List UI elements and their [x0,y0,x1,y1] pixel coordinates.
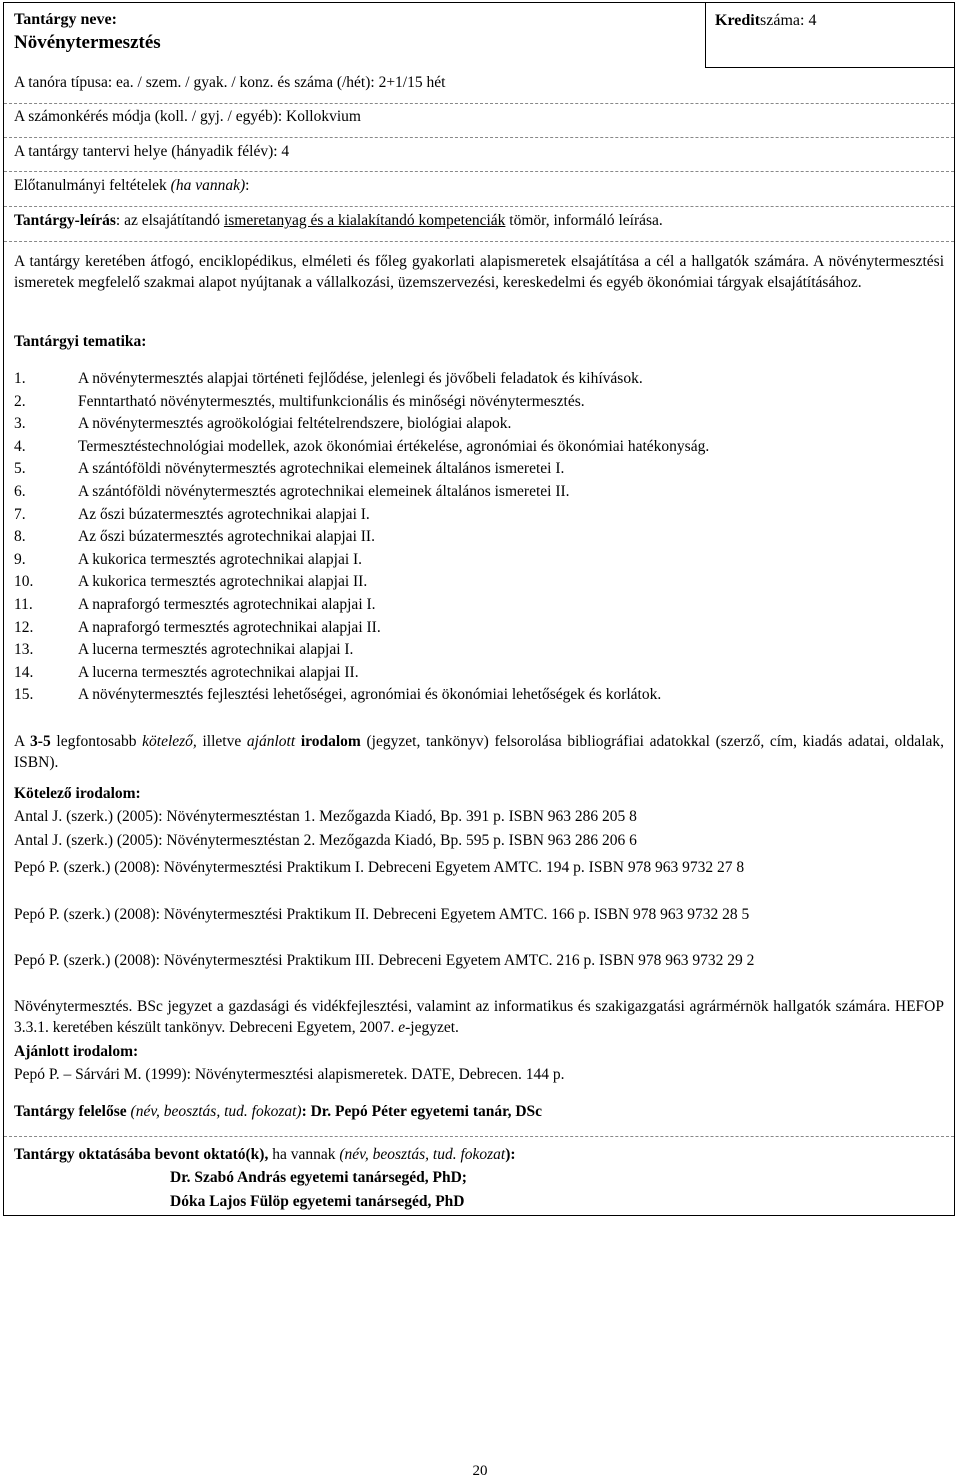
prerequisite-line: Előtanulmányi feltételek (ha vannak): [14,177,250,194]
topic-item [14,393,585,411]
topic-item [14,641,353,659]
topic-item [14,483,570,501]
header-underline [705,67,954,68]
required-item: Pepó P. (szerk.) (2008): Növénytermesztési Praktikum III. Debreceni Egyetem AMTC. 216 p. ISBN 978 963 9732 29 2 [14,952,755,969]
topic-item [14,686,661,704]
topic-item [14,551,362,569]
teacher-name: Dr. Szabó András egyetemi tanársegéd, PhD; [170,1169,467,1186]
topics-title: Tantárgyi tematika: [14,333,147,350]
topic-number: 14. [14,663,34,681]
divider [4,241,954,242]
topic-text: Termesztéstechnológiai modellek, azok ökonómiai értékelése, agronómiai és ökonómiai hatékonyság. [78,437,710,455]
recommended-item: Pepó P. – Sárvári M. (1999): Növénytermesztési alapismeretek. DATE, Debrecen. 144 p. [14,1066,565,1083]
hours-line: A tanóra típusa: ea. / szem. / gyak. / konz. és száma (/hét): 2+1/15 hét [14,74,446,91]
topic-item [14,596,376,614]
divider [4,1136,954,1137]
topic-text: A szántóföldi növénytermesztés agrotechnikai elemeinek általános ismeretei II. [78,483,570,500]
course-name-block [14,11,161,54]
topic-number: 7. [14,505,26,523]
topic-number: 15. [14,686,34,704]
topic-item [14,528,375,546]
topic-number: 6. [14,483,26,500]
divider [4,137,954,138]
topic-text: Az őszi búzatermesztés agrotechnikai alapjai I. [78,505,370,523]
topic-text: A növénytermesztés alapjai történeti fejlődése, jelenlegi és jövőbeli feladatok és kihívások. [78,370,643,387]
credit-value: száma: 4 [760,12,817,29]
exam-line: A számonkérés módja (koll. / gyj. / egyéb): Kollokvium [14,108,361,125]
header-divider [705,3,706,67]
topic-number: 12. [14,618,34,636]
required-item: Antal J. (szerk.) (2005): Növénytermesztéstan 2. Mezőgazda Kiadó, Bp. 595 p. ISBN 963 286 206 6 [14,832,637,849]
topic-text: Fenntartható növénytermesztés, multifunkcionális és minőségi növénytermesztés. [78,392,585,410]
topic-text: A növénytermesztés agroökológiai feltételrendszere, biológiai alapok. [78,415,512,433]
topic-item [14,415,511,433]
topic-item [14,370,643,388]
required-item: Pepó P. (szerk.) (2008): Növénytermesztési Praktikum I. Debreceni Egyetem AMTC. 194 p. ISBN 978 963 9732 27 8 [14,859,745,876]
topic-number: 11. [14,596,33,613]
topic-number: 10. [14,573,34,591]
topic-number: 2. [14,392,26,410]
topic-number: 9. [14,550,26,568]
topic-text: A napraforgó termesztés agrotechnikai alapjai II. [78,618,381,636]
course-name-label: Tantárgy neve: [14,11,117,28]
topic-text: A napraforgó termesztés agrotechnikai alapjai I. [78,596,376,613]
teacher-name: Dóka Lajos Fülöp egyetemi tanársegéd, PhD [170,1193,465,1210]
required-item: Növénytermesztés. BSc jegyzet a gazdasági és vidékfejlesztési, valamint az informatikus és szakigazgatási agrármérnök hallgatók számára. HEFOP 3.3.1. keretében készült tankönyv. Debreceni Egyetem, 2007. e-jegyzet. [14,998,944,1036]
literature-intro: A 3-5 legfontosabb kötelező, illetve ajánlott irodalom (jegyzet, tankönyv) felsorolása bibliográfiai adatokkal (szerző, cím, kiadás adatai, oldalak, ISBN). [14,733,944,771]
topic-number: 4. [14,437,26,455]
topic-text: Az őszi búzatermesztés agrotechnikai alapjai II. [78,528,375,546]
topic-number: 5. [14,460,26,478]
topic-text: A kukorica termesztés agrotechnikai alapjai II. [78,573,368,591]
topic-text: A lucerna termesztés agrotechnikai alapjai II. [78,663,359,681]
topic-item [14,506,370,524]
topic-number: 8. [14,528,26,546]
credit-label: Kredit [715,12,761,29]
topic-item [14,438,709,456]
responsible-line: Tantárgy felelőse (név, beosztás, tud. fokozat): Dr. Pepó Péter egyetemi tanár, DSc [14,1103,543,1120]
topic-number: 13. [14,641,34,659]
topic-text: A kukorica termesztés agrotechnikai alapjai I. [78,550,363,568]
required-item: Antal J. (szerk.) (2005): Növénytermesztéstan 1. Mezőgazda Kiadó, Bp. 391 p. ISBN 963 286 205 8 [14,808,637,825]
required-literature-title: Kötelező irodalom: [14,785,141,802]
topic-item [14,460,564,478]
description-body: A tantárgy keretében átfogó, enciklopédikus, elméleti és főleg gyakorlati alapismeretek elsajátítása a cél a hallgatók számára. A növénytermesztési ismeretek megfelelő szakmai alapot nyújtanak a vállalkozási, üzemszervezési, kereskedelmi és egyéb ökonómiai tárgyak elsajátításához. [14,253,944,291]
divider [4,206,954,207]
topic-item [14,573,367,591]
topic-item [14,664,359,682]
topic-text: A növénytermesztés fejlesztési lehetőségei, agronómiai és ökonómiai lehetőségek és korlátok. [78,686,662,704]
course-name-value: Növénytermesztés [14,32,161,53]
semester-line: A tantárgy tantervi helye (hányadik félév): 4 [14,143,290,160]
teachers-line: Tantárgy oktatásába bevont oktató(k), ha vannak (név, beosztás, tud. fokozat): [14,1146,516,1163]
page-number: 20 [472,1463,488,1479]
topic-number: 3. [14,415,26,433]
divider [4,103,954,104]
required-item: Pepó P. (szerk.) (2008): Növénytermesztési Praktikum II. Debreceni Egyetem AMTC. 166 p. ISBN 978 963 9732 28 5 [14,906,750,923]
topic-number: 1. [14,370,26,387]
topic-text: A szántóföldi növénytermesztés agrotechnikai elemeinek általános ismeretei I. [78,460,565,478]
description-heading: Tantárgy-leírás: az elsajátítandó ismeretanyag és a kialakítandó kompetenciák tömör, informáló leírása. [14,212,663,229]
recommended-literature-title: Ajánlott irodalom: [14,1043,139,1060]
credit-block [715,12,816,30]
topic-item [14,619,381,637]
course-datasheet [3,2,955,1216]
topic-text: A lucerna termesztés agrotechnikai alapjai I. [78,641,354,659]
divider [4,171,954,172]
header-row [4,3,954,67]
